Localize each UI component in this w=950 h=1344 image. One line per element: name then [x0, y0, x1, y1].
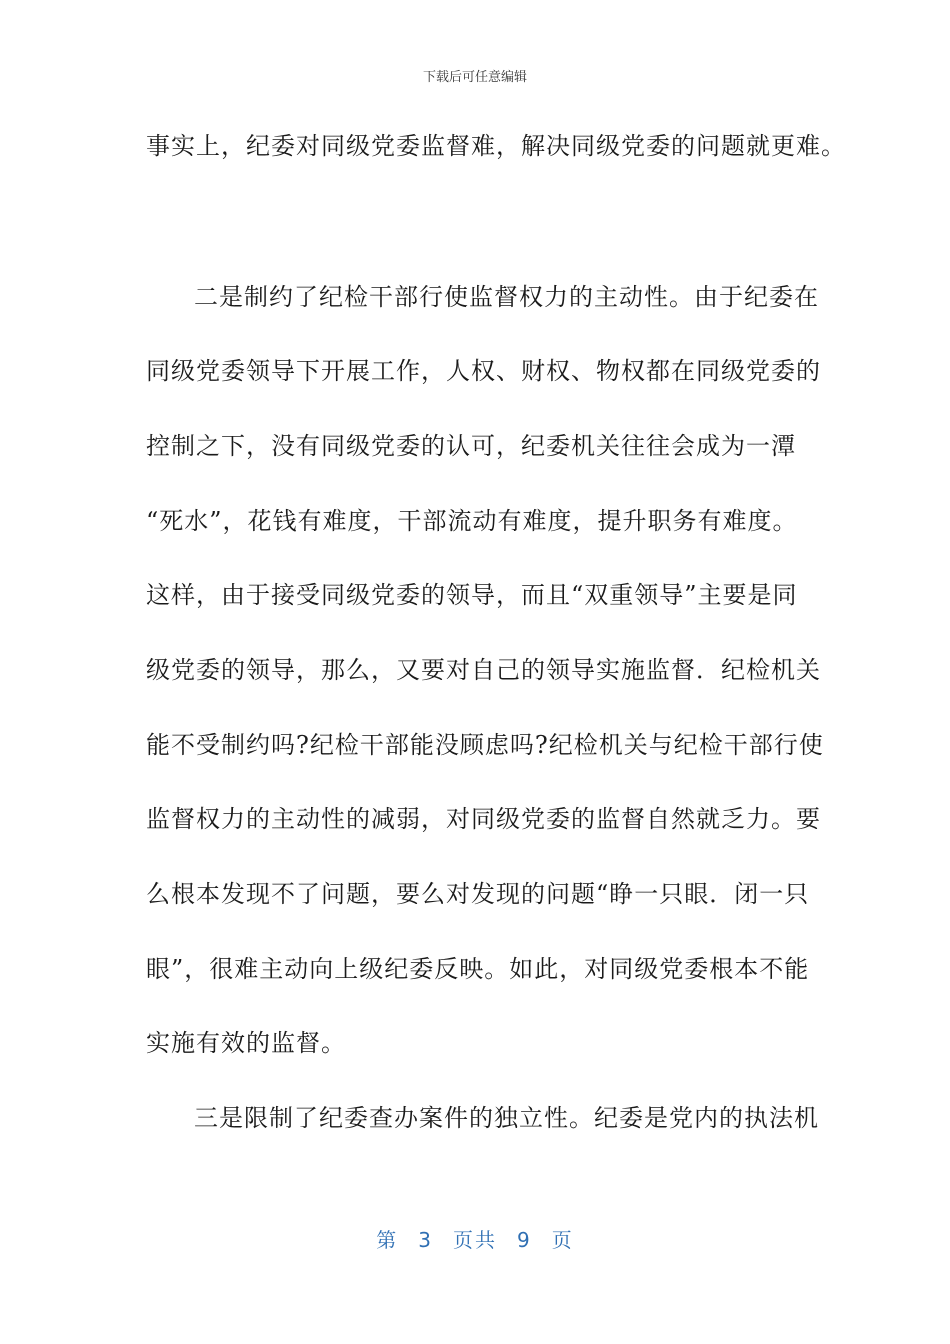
text-line: 能不受制约吗?纪检干部能没顾虑吗?纪检机关与纪检干部行使: [146, 731, 824, 759]
text-line: 级党委的领导，那么，又要对自己的领导实施监督．纪检机关: [146, 656, 821, 684]
footer-middle: 页共: [453, 1228, 497, 1252]
text-line: 同级党委领导下开展工作，人权、财权、物权都在同级党委的: [146, 357, 821, 385]
page-header: 下载后可任意编辑: [422, 70, 527, 85]
text-line: 么根本发现不了问题，要么对发现的问题“睁一只眼．闭一只: [146, 880, 810, 908]
text-line: 控制之下，没有同级党委的认可，纪委机关往往会成为一潭: [146, 432, 796, 460]
text-line: 二是制约了纪检干部行使监督权力的主动性。由于纪委在: [194, 283, 819, 311]
footer-total-pages: 9: [517, 1228, 532, 1252]
text-line: 眼”，很难主动向上级纪委反映。如此，对同级党委根本不能: [146, 955, 810, 983]
text-line: 事实上，纪委对同级党委监督难，解决同级党委的问题就更难。: [146, 132, 846, 160]
footer-page-number: 3: [418, 1228, 433, 1252]
text-line: 三是限制了纪委查办案件的独立性。纪委是党内的执法机: [194, 1104, 819, 1132]
text-line: 实施有效的监督。: [146, 1029, 346, 1057]
footer-prefix: 第: [376, 1228, 399, 1252]
text-line: 监督权力的主动性的减弱，对同级党委的监督自然就乏力。要: [146, 805, 821, 833]
text-line: 这样，由于接受同级党委的领导，而且“双重领导”主要是同: [146, 581, 798, 609]
page-footer: [0, 1224, 950, 1253]
text-line: “死水”，花钱有难度，干部流动有难度，提升职务有难度。: [146, 507, 798, 535]
footer-suffix: 页: [551, 1228, 574, 1252]
